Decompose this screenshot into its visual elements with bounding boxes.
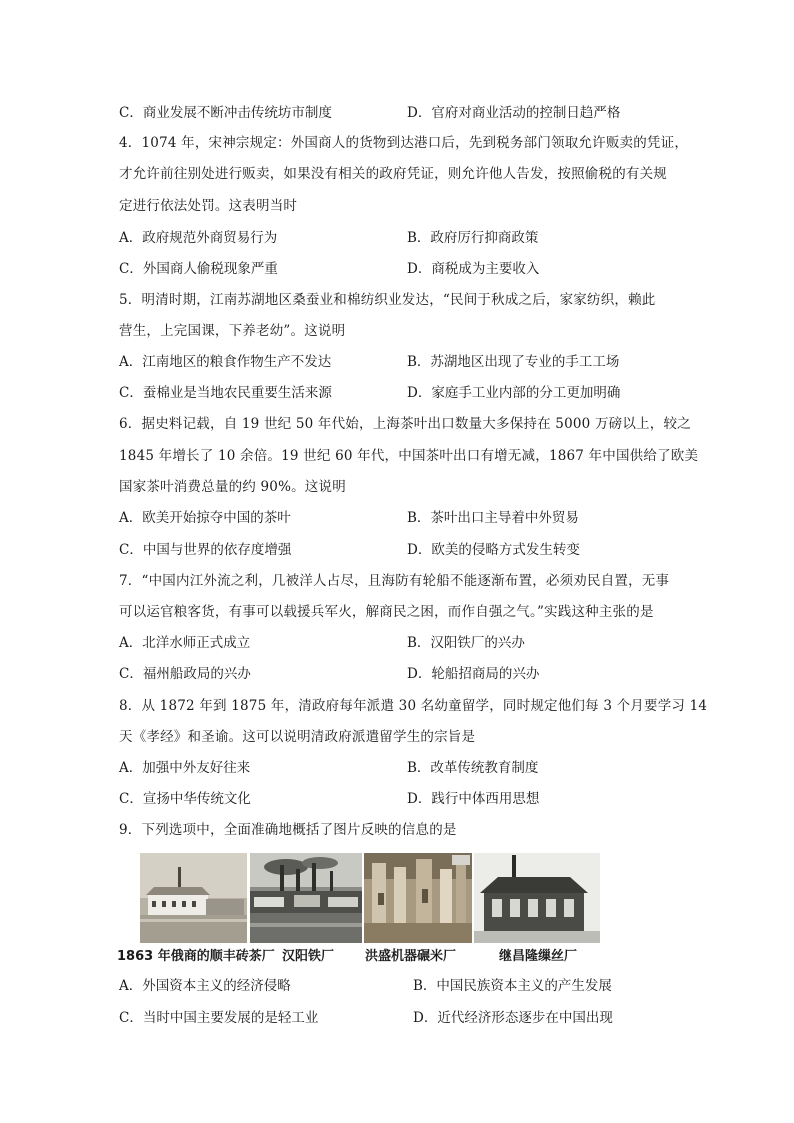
q9-caption-4: 继昌隆缫丝厂 <box>499 949 578 964</box>
q9-photo-rice-mill <box>364 853 472 943</box>
q5-option-a: A．江南地区的粮食作物生产不发达 <box>119 354 332 370</box>
q8-stem-line-1: 8．从 1872 年到 1875 年，清政府每年派遣 30 名幼童留学，同时规定他们每 3 个月要学习 14 <box>119 698 708 714</box>
q9-option-b: B．中国民族资本主义的产生发展 <box>413 978 612 994</box>
q9-photo-brick-tea-factory <box>140 853 247 943</box>
q8-option-a: A．加强中外友好往来 <box>119 760 251 776</box>
q9-photo-silk-mill <box>474 853 600 943</box>
q3-option-c: C．商业发展不断冲击传统坊市制度 <box>119 105 332 121</box>
q9-photo-strip <box>140 853 600 943</box>
q4-option-c: C．外国商人偷税现象严重 <box>119 261 278 277</box>
q5-option-b: B．苏湖地区出现了专业的手工工场 <box>407 354 620 370</box>
q6-option-b: B．茶叶出口主导着中外贸易 <box>407 510 579 526</box>
q4-stem-line-1: 4．1074 年，宋神宗规定：外国商人的货物到达港口后，先到税务部门领取允许贩卖的凭证， <box>119 135 689 151</box>
q5-stem-line-2: 营生，上完国课，下养老幼”。这说明 <box>119 323 346 339</box>
q7-stem-line-2: 可以运官粮客货，有事可以载援兵军火，解商民之困，而作自强之气。”实践这种主张的是 <box>119 604 654 620</box>
q6-option-d: D．欧美的侵略方式发生转变 <box>407 542 580 558</box>
q7-option-d: D．轮船招商局的兴办 <box>407 666 540 682</box>
q8-option-b: B．改革传统教育制度 <box>407 760 539 776</box>
q5-option-d: D．家庭手工业内部的分工更加明确 <box>407 385 621 401</box>
q5-stem-line-1: 5．明清时期，江南苏湖地区桑蚕业和棉纺织业发达，“民间于秋成之后，家家纺织，赖此 <box>119 292 656 308</box>
q9-photo-hanyang-ironworks <box>250 853 362 943</box>
q7-option-a: A．北洋水师正式成立 <box>119 635 251 651</box>
q9-option-d: D．近代经济形态逐步在中国出现 <box>413 1010 613 1026</box>
q4-option-d: D．商税成为主要收入 <box>407 261 540 277</box>
q4-option-b: B．政府厉行抑商政策 <box>407 230 539 246</box>
q9-caption-3: 洪盛机器碾米厂 <box>365 949 457 964</box>
q9-stem-line-1: 9．下列选项中，全面准确地概括了图片反映的信息的是 <box>119 822 457 838</box>
q6-stem-line-3: 国家茶叶消费总量的约 90%。这说明 <box>119 479 346 495</box>
q6-stem-line-2: 1845 年增长了 10 余倍。19 世纪 60 年代，中国茶叶出口有增无减，1867 年中国供给了欧美 <box>119 448 699 464</box>
q9-option-a: A．外国资本主义的经济侵略 <box>119 978 291 994</box>
q3-option-d: D．官府对商业活动的控制日趋严格 <box>407 105 621 121</box>
q8-stem-line-2: 天《孝经》和圣谕。这可以说明清政府派遣留学生的宗旨是 <box>119 729 476 745</box>
q4-stem-line-3: 定进行依法处罚。这表明当时 <box>119 198 298 214</box>
q8-option-d: D．践行中体西用思想 <box>407 791 540 807</box>
q4-stem-line-2: 才允许前往别处进行贩卖，如果没有相关的政府凭证，则允许他人告发，按照偷税的有关规 <box>119 166 667 182</box>
q5-option-c: C．蚕棉业是当地农民重要生活来源 <box>119 385 332 401</box>
q7-option-b: B．汉阳铁厂的兴办 <box>407 635 525 651</box>
q6-stem-line-1: 6．据史料记载，自 19 世纪 50 年代始，上海茶叶出口数量大多保持在 5000 万磅以上，较之 <box>119 416 691 432</box>
q7-stem-line-1: 7．“中国内江外流之利，几被洋人占尽，且海防有轮船不能逐渐布置，必须劝民自置，无事 <box>119 573 670 589</box>
q8-option-c: C．宣扬中华传统文化 <box>119 791 251 807</box>
q6-option-c: C．中国与世界的依存度增强 <box>119 542 292 558</box>
q9-caption-row <box>117 943 617 965</box>
q6-option-a: A．欧美开始掠夺中国的茶叶 <box>119 510 291 526</box>
q9-caption-2: 汉阳铁厂 <box>282 949 335 964</box>
q7-option-c: C．福州船政局的兴办 <box>119 666 251 682</box>
q9-caption-1: 1863 年俄商的顺丰砖茶厂 <box>117 949 275 964</box>
q9-option-c: C．当时中国主要发展的是轻工业 <box>119 1010 319 1026</box>
q4-option-a: A．政府规范外商贸易行为 <box>119 230 278 246</box>
